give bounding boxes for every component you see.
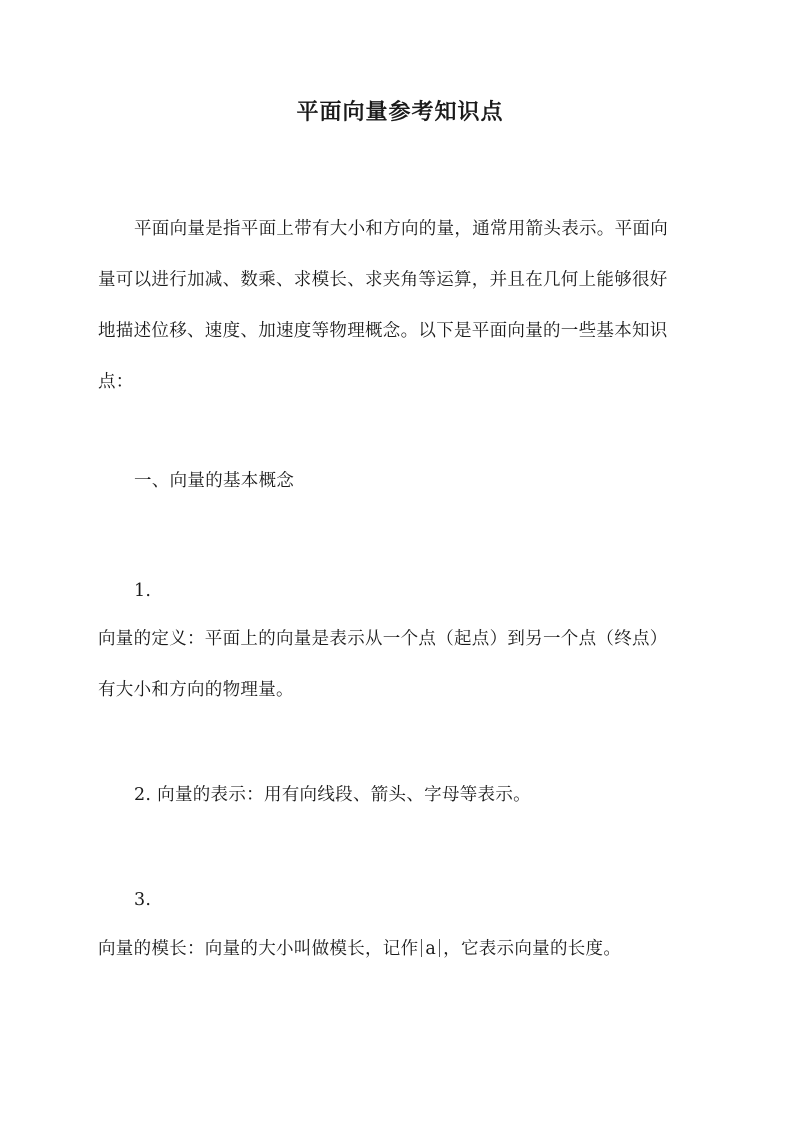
page-title: 平面向量参考知识点: [296, 99, 504, 125]
item-1-line-1: 向量的定义：平面上的向量是表示从一个点（起点）到另一个点（终点）: [98, 629, 668, 649]
item-1-number: 1.: [134, 581, 152, 601]
item-3-prefix: 向量的模长：向量的大小叫做模长，记作: [98, 939, 419, 959]
item-2-text: 2. 向量的表示：用有向线段、箭头、字母等表示。: [134, 785, 531, 805]
intro-line-4: 点：: [98, 372, 134, 392]
section-heading: 一、向量的基本概念: [134, 471, 295, 491]
item-3-suffix: ，它表示向量的长度。: [443, 939, 622, 959]
item-3-line: [98, 934, 621, 964]
intro-line-1: 平面向量是指平面上带有大小和方向的量，通常用箭头表示。平面向: [134, 219, 668, 239]
item-3-symbol: a: [425, 939, 437, 959]
item-1-line-2: 有大小和方向的物理量。: [98, 680, 294, 700]
item-3-number: 3.: [134, 890, 152, 910]
intro-line-3: 地描述位移、速度、加速度等物理概念。以下是平面向量的一些基本知识: [98, 321, 668, 341]
intro-line-2: 量可以进行加减、数乘、求模长、求夹角等运算，并且在几何上能够很好: [98, 270, 668, 290]
abs-bar-right: [439, 939, 440, 957]
abs-bar-left: [421, 939, 422, 957]
